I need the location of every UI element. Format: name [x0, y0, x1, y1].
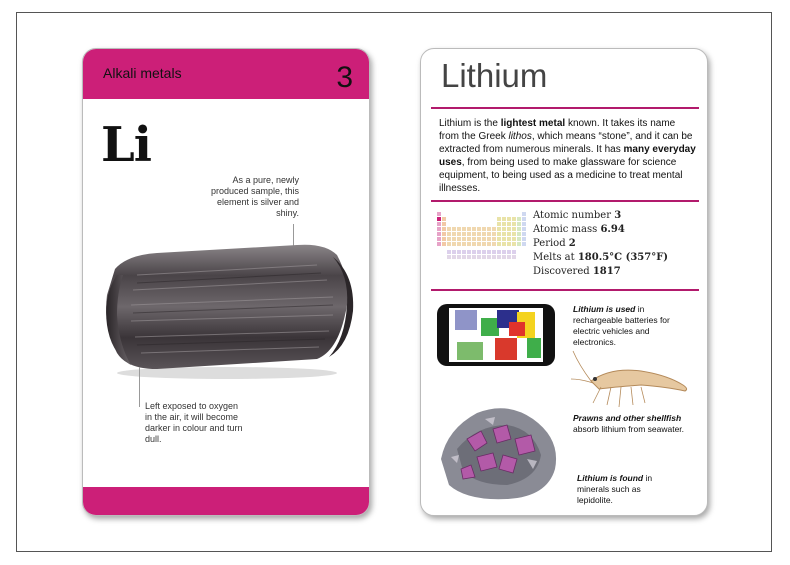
periodic-table-cell	[437, 227, 441, 231]
periodic-table-cell	[447, 250, 451, 254]
periodic-table-cell	[512, 255, 516, 259]
periodic-table-cell	[522, 237, 526, 241]
periodic-table-cell	[517, 222, 521, 226]
fact-period: Period 2	[533, 238, 576, 249]
card-header	[83, 49, 369, 99]
periodic-table-cell	[492, 227, 496, 231]
note-pure-sample: As a pure, newly produced sample, this element is silver and shiny.	[210, 175, 299, 218]
periodic-table-cell	[512, 250, 516, 254]
periodic-table-cell	[457, 227, 461, 231]
periodic-table-cell	[497, 255, 501, 259]
periodic-table-cell	[492, 242, 496, 246]
periodic-table-cell	[507, 222, 511, 226]
periodic-table-cell	[507, 232, 511, 236]
periodic-table-cell	[452, 227, 456, 231]
periodic-table-cell	[497, 217, 501, 221]
periodic-table-cell	[457, 242, 461, 246]
periodic-table-cell	[457, 232, 461, 236]
element-facts	[533, 209, 668, 279]
periodic-table-cell	[442, 232, 446, 236]
periodic-table-cell	[487, 255, 491, 259]
periodic-table-cell	[457, 237, 461, 241]
element-symbol: Li	[101, 117, 151, 173]
periodic-table-cell	[497, 222, 501, 226]
periodic-table-cell	[522, 217, 526, 221]
periodic-table-cell	[512, 242, 516, 246]
periodic-table-cell	[452, 255, 456, 259]
periodic-table-cell	[452, 250, 456, 254]
periodic-table-cell	[467, 255, 471, 259]
periodic-table-cell	[482, 250, 486, 254]
periodic-table-cell	[457, 255, 461, 259]
periodic-table-cell	[472, 242, 476, 246]
periodic-table-cell	[512, 237, 516, 241]
periodic-table-cell	[482, 255, 486, 259]
periodic-table-cell	[472, 227, 476, 231]
periodic-table-cell	[447, 242, 451, 246]
periodic-table-cell	[497, 250, 501, 254]
prawn-image	[571, 349, 697, 409]
periodic-table-cell	[487, 227, 491, 231]
fact-discovered: Discovered 1817	[533, 266, 621, 277]
periodic-table-cell	[467, 227, 471, 231]
caption-batteries: Lithium is used in rechargeable batteries for electric vehicles and electronics.	[573, 304, 670, 347]
card-footer	[83, 487, 369, 515]
periodic-table-cell	[497, 232, 501, 236]
periodic-table-cell	[437, 237, 441, 241]
periodic-table-cell	[437, 222, 441, 226]
periodic-table-cell	[452, 237, 456, 241]
periodic-table-cell	[482, 232, 486, 236]
periodic-table-cell	[507, 242, 511, 246]
fact-melting-point: Melts at 180.5°C (357°F)	[533, 252, 669, 263]
periodic-table-cell	[437, 212, 441, 216]
element-name: Lithium	[441, 57, 548, 94]
periodic-table-cell	[462, 255, 466, 259]
group-name: Alkali metals	[103, 65, 182, 81]
periodic-table-cell	[492, 232, 496, 236]
periodic-table-cell	[482, 237, 486, 241]
periodic-table-cell	[487, 237, 491, 241]
periodic-table-cell	[487, 250, 491, 254]
periodic-table-cell	[462, 237, 466, 241]
periodic-table-cell	[472, 250, 476, 254]
periodic-table-cell	[502, 227, 506, 231]
periodic-table-cell	[477, 255, 481, 259]
periodic-table-cell	[502, 255, 506, 259]
periodic-table-cell	[442, 237, 446, 241]
periodic-table-cell	[507, 227, 511, 231]
periodic-table-cell	[472, 232, 476, 236]
fact-atomic-mass: Atomic mass 6.94	[533, 224, 625, 235]
periodic-table-cell	[457, 250, 461, 254]
periodic-table-cell	[472, 255, 476, 259]
divider	[431, 200, 699, 202]
periodic-table-cell	[467, 232, 471, 236]
periodic-table-cell	[502, 222, 506, 226]
periodic-table-cell	[462, 227, 466, 231]
periodic-table-cell	[467, 250, 471, 254]
periodic-table-cell	[447, 232, 451, 236]
periodic-table-cell	[462, 250, 466, 254]
periodic-table-cell	[522, 232, 526, 236]
periodic-table-cell	[492, 255, 496, 259]
group-number: 3	[336, 61, 353, 94]
periodic-table-cell	[512, 232, 516, 236]
periodic-table-cell	[452, 232, 456, 236]
periodic-table-cell	[442, 222, 446, 226]
periodic-table-cell	[507, 237, 511, 241]
periodic-table-cell	[487, 232, 491, 236]
periodic-table-cell	[502, 250, 506, 254]
element-card-back	[420, 48, 708, 516]
periodic-table-cell	[512, 222, 516, 226]
periodic-table-cell	[507, 217, 511, 221]
periodic-table-cell	[507, 250, 511, 254]
lepidolite-mineral-image	[437, 399, 565, 503]
periodic-table-cell	[522, 222, 526, 226]
lithium-metal-sample-image	[97, 235, 359, 385]
periodic-table-cell	[447, 237, 451, 241]
periodic-table-cell	[442, 217, 446, 221]
periodic-table-cell	[437, 242, 441, 246]
periodic-table-cell	[502, 237, 506, 241]
divider	[431, 107, 699, 109]
periodic-table-cell	[467, 242, 471, 246]
fact-atomic-number: Atomic number 3	[533, 210, 622, 221]
periodic-table-cell	[522, 227, 526, 231]
periodic-table-cell	[452, 242, 456, 246]
periodic-table-cell	[507, 255, 511, 259]
periodic-table-cell	[497, 227, 501, 231]
phone-screen	[449, 308, 543, 362]
note-exposed-oxygen: Left exposed to oxygen in the air, it will become darker in colour and turn dull.	[145, 401, 243, 444]
periodic-table-cell	[462, 242, 466, 246]
leader-line	[139, 367, 140, 407]
periodic-table-cell	[467, 237, 471, 241]
periodic-table-cell	[442, 227, 446, 231]
periodic-table-cell	[472, 237, 476, 241]
periodic-table-cell	[497, 242, 501, 246]
periodic-table-cell	[447, 255, 451, 259]
periodic-table-cell	[482, 242, 486, 246]
periodic-table-cell	[487, 242, 491, 246]
periodic-table-cell	[477, 250, 481, 254]
element-description: Lithium is the lightest metal known. It takes its name from the Greek lithos, which means “stone”, and it can be extracted from numerous minerals. It has many everyday uses, from being used to make glassware for science equipment, to being used as a medicine to treat mental illnesses.	[439, 118, 696, 194]
periodic-table-cell	[512, 227, 516, 231]
periodic-table-cell	[492, 250, 496, 254]
element-card-front	[82, 48, 370, 516]
periodic-table-cell	[502, 217, 506, 221]
periodic-table-cell	[477, 242, 481, 246]
periodic-table-cell	[437, 217, 441, 221]
periodic-table-cell	[477, 227, 481, 231]
periodic-table-cell	[517, 227, 521, 231]
periodic-table-cell	[517, 217, 521, 221]
periodic-table-cell	[482, 227, 486, 231]
periodic-table-cell	[502, 242, 506, 246]
periodic-table-cell	[477, 232, 481, 236]
periodic-table-cell	[502, 232, 506, 236]
periodic-table-cell	[437, 232, 441, 236]
periodic-table-cell	[522, 212, 526, 216]
smartphone-image	[437, 304, 555, 366]
divider	[431, 289, 699, 291]
periodic-table-cell	[517, 232, 521, 236]
periodic-table-cell	[492, 237, 496, 241]
periodic-table-cell	[447, 227, 451, 231]
caption-prawns: Prawns and other shellfish absorb lithium from seawater.	[573, 413, 685, 434]
periodic-table-cell	[517, 237, 521, 241]
caption-lepidolite: Lithium is found in minerals such as lepidolite.	[577, 473, 653, 505]
periodic-table-cell	[497, 237, 501, 241]
periodic-table-cell	[477, 237, 481, 241]
periodic-table-cell	[442, 242, 446, 246]
periodic-table-cell	[522, 242, 526, 246]
periodic-table-cell	[517, 242, 521, 246]
periodic-table-cell	[462, 232, 466, 236]
periodic-table-cell	[512, 217, 516, 221]
